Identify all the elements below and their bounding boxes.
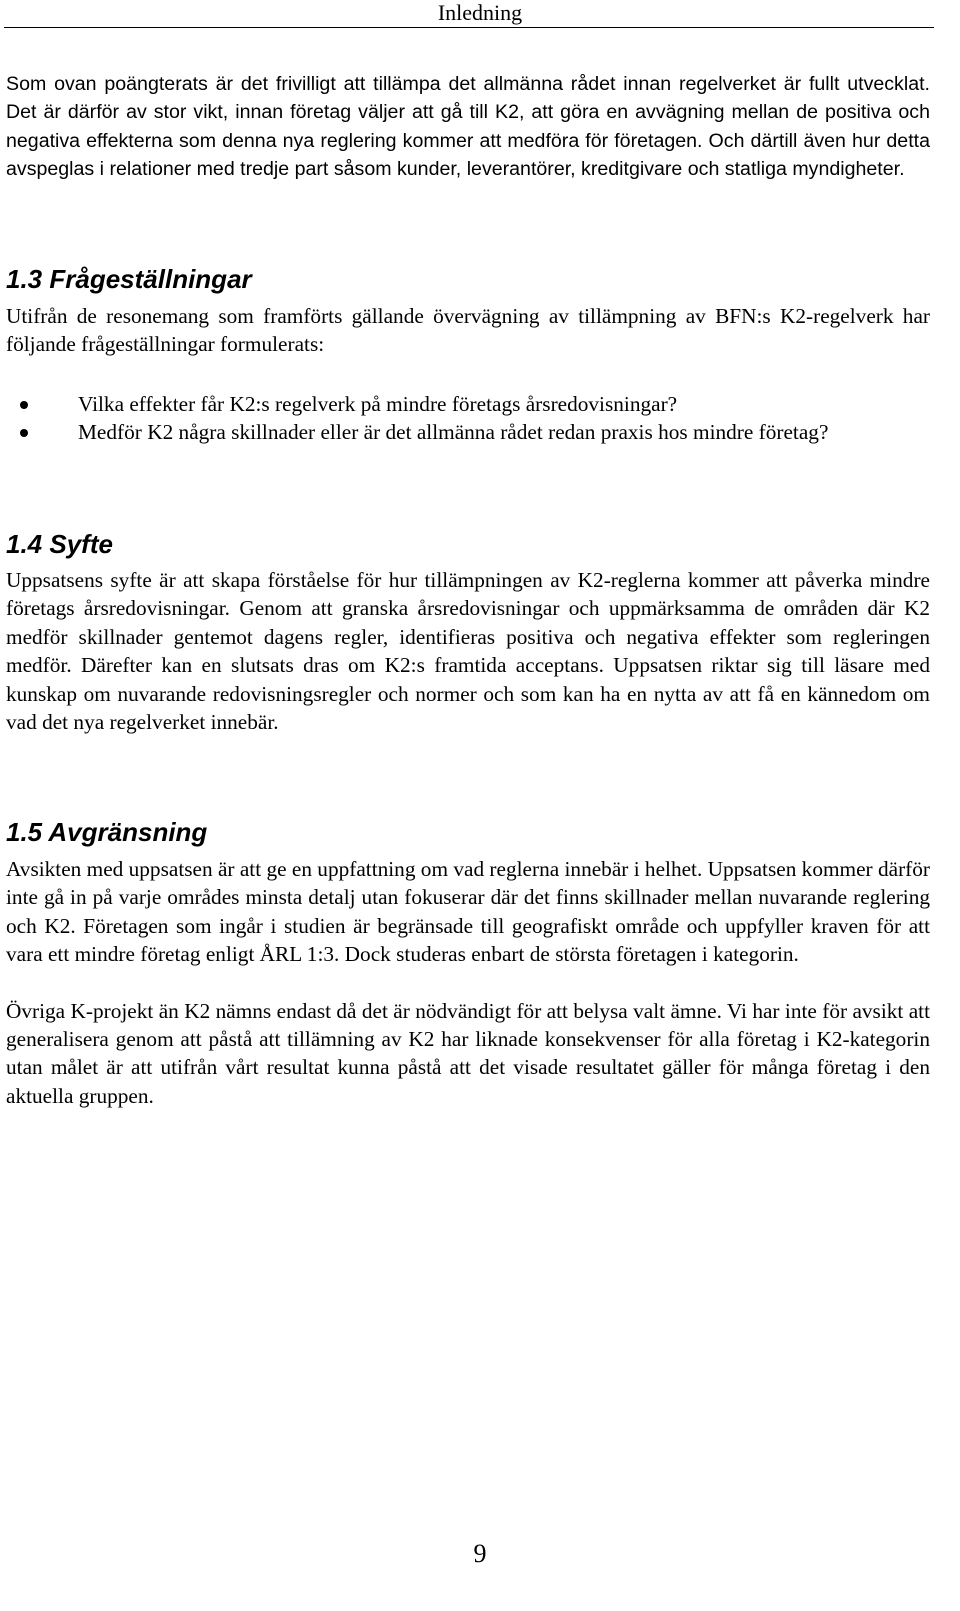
- intro-block: [6, 70, 930, 184]
- page-number: 9: [473, 1539, 487, 1568]
- section-1-5-paragraph-2: Övriga K-projekt än K2 nämns endast då det är nödvändigt för att belysa valt ämne. Vi har inte för avsikt att generalisera genom att påstå att tillämning av K2 har liknade konsekvenser för alla företag i K2-kategorin utan målet är att utifrån vårt resultat kunna påstå att det visade resultatet gäller för många företag i den aktuella gruppen.: [6, 998, 930, 1108]
- running-header: Inledning: [437, 0, 523, 25]
- list-item: [0, 418, 924, 446]
- bullet-icon: [20, 401, 28, 409]
- question-text: Medför K2 några skillnader eller är det allmänna rådet redan praxis hos mindre företag?: [78, 420, 829, 445]
- header-rule: [4, 27, 934, 28]
- section-1-3-block: [6, 302, 930, 359]
- section-heading-1-5: 1.5 Avgränsning: [6, 817, 208, 847]
- section-heading-1-3: 1.3 Frågeställningar: [6, 264, 252, 294]
- section-heading-1-4: 1.4 Syfte: [6, 529, 113, 559]
- section-1-5-paragraph-1: Avsikten med uppsatsen är att ge en uppfattning om vad reglerna innebär i helhet. Uppsatsen kommer därför inte gå in på varje områdes minsta detalj utan fokuserar där det finns skillnader mellan nuvarande reglering och K2. Företagen som ingår i studien är begränsade till geografiskt område och uppfyller kraven för att vara ett mindre företag enligt ÅRL 1:3. Dock studeras enbart de största företagen i kategorin.: [6, 857, 930, 967]
- question-list: [0, 390, 924, 447]
- section-1-4-block: [6, 566, 930, 736]
- section-1-4-paragraph: Uppsatsens syfte är att skapa förståelse för hur tillämpningen av K2-reglerna kommer att påverka mindre företags årsredovisningar. Genom att granska årsredovisningar och uppmärksamma de områden där K2 medför skillnader gentemot dagens regler, identifieras positiva och negativa effekter som regleringen medför. Därefter kan en slutsats dras om K2:s framtida acceptans. Uppsatsen riktar sig till läsare med kunskap om nuvarande redovisningsregler och normer och som kan ha en nytta av att få en kännedom om vad det nya regelverket innebär.: [6, 568, 930, 735]
- section-1-3-paragraph: Utifrån de resonemang som framförts gällande övervägning av tillämpning av BFN:s K2-regelverk har följande frågeställningar formulerats:: [6, 304, 930, 357]
- section-1-5-block: [6, 855, 930, 1110]
- intro-paragraph: Som ovan poängterats är det frivilligt att tillämpa det allmänna rådet innan regelverket är fullt utvecklat. Det är därför av stor vikt, innan företag väljer att gå till K2, att göra en avvägning mellan de positiva och negativa effekterna som denna nya reglering kommer att medföra för företagen. Och därtill även hur detta avspeglas i relationer med tredje part såsom kunder, leverantörer, kreditgivare och statliga myndigheter.: [6, 73, 930, 181]
- list-item: [0, 390, 924, 418]
- bullet-icon: [20, 429, 28, 437]
- question-text: Vilka effekter får K2:s regelverk på mindre företags årsredovisningar?: [78, 392, 678, 416]
